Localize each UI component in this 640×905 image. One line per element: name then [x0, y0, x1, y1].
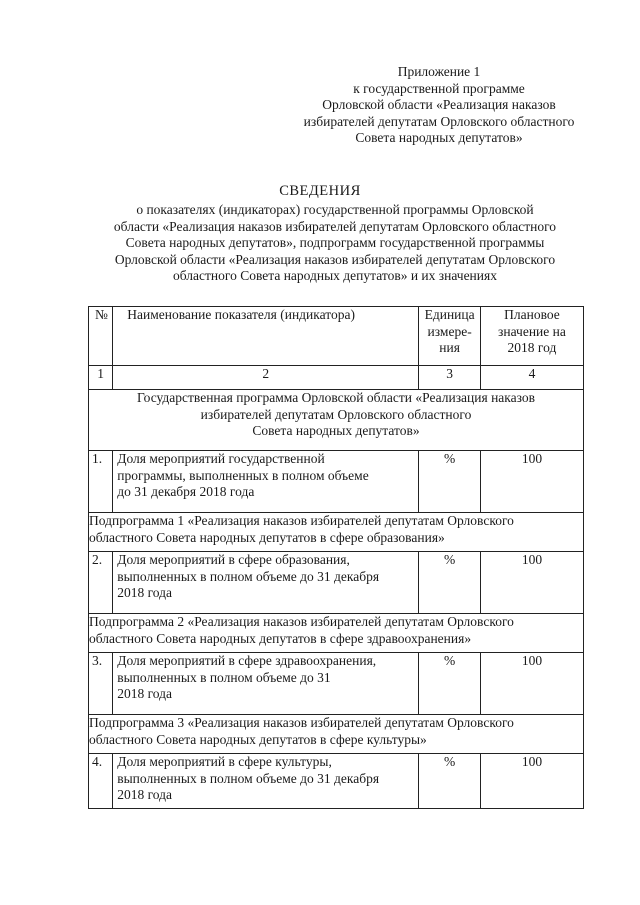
row-name-line: Доля мероприятий в сфере культуры,: [117, 754, 332, 769]
header-name: Наименование показателя (индикатора): [113, 307, 419, 366]
subprogram-title: [89, 715, 584, 754]
subtitle-line: Орловской области «Реализация наказов избирателей депутатам Орловского: [114, 251, 556, 267]
row-name: [113, 552, 419, 614]
row-name: [113, 754, 419, 809]
subprogram-title: [89, 513, 584, 552]
row-unit: %: [419, 451, 481, 513]
appendix-line: к государственной программе: [353, 80, 525, 96]
subprogram-row: [89, 715, 584, 754]
indicators-table: [88, 306, 584, 809]
table-header-row: [89, 307, 584, 366]
row-num: 4.: [89, 754, 113, 809]
header-plan-line: Плановое: [504, 307, 560, 322]
row-num: 3.: [89, 653, 113, 715]
row-unit: %: [419, 754, 481, 809]
subprogram-row: [89, 513, 584, 552]
subprogram-row: [89, 614, 584, 653]
row-name-line: выполненных в полном объеме до 31: [117, 669, 331, 685]
subprogram-line: Подпрограмма 1 «Реализация наказов избирателей депутатам Орловского: [89, 513, 514, 528]
row-plan: 100: [480, 552, 583, 614]
appendix-line: Орловской области «Реализация наказов: [322, 97, 556, 112]
appendix-header: [255, 64, 623, 147]
program-row: [89, 390, 584, 451]
row-plan: 100: [480, 653, 583, 715]
subtitle-line: области «Реализация наказов избирателей депутатам Орловского областного: [113, 218, 557, 234]
row-num: 1.: [89, 451, 113, 513]
row-name-line: выполненных в полном объеме до 31 декабря: [117, 770, 380, 786]
subprogram-line: областного Совета народных депутатов в сфере здравоохранения»: [89, 630, 472, 646]
row-plan: 100: [480, 754, 583, 809]
table-row: [89, 451, 584, 513]
header-plan-line: значение на: [498, 323, 566, 339]
subprogram-title: [89, 614, 584, 653]
program-title: [89, 390, 584, 451]
header-num: №: [89, 307, 113, 366]
column-number: 3: [419, 366, 481, 390]
document-title: СВЕДЕНИЯ: [279, 183, 361, 199]
program-line: Совета народных депутатов»: [252, 423, 420, 438]
program-line: избирателей депутатам Орловского областного: [200, 406, 472, 422]
table-row: [89, 754, 584, 809]
row-name-line: 2018 года: [117, 585, 173, 600]
program-line: Государственная программа Орловской области «Реализация наказов: [136, 390, 536, 405]
row-name-line: 2018 года: [117, 686, 173, 701]
row-name: [113, 451, 419, 513]
subtitle-line: о показателях (индикаторах) государственной программы Орловской: [136, 202, 534, 217]
row-name-line: Доля мероприятий государственной: [117, 451, 325, 466]
row-name: [113, 653, 419, 715]
header-plan-line: 2018 год: [507, 340, 557, 355]
subtitle-line: Совета народных депутатов», подпрограмм государственной программы: [125, 235, 545, 250]
row-unit: %: [419, 653, 481, 715]
row-name-line: программы, выполненных в полном объеме: [117, 467, 369, 483]
subprogram-line: Подпрограмма 3 «Реализация наказов избирателей депутатам Орловского: [89, 715, 514, 730]
header-unit: [419, 307, 481, 366]
subprogram-line: областного Совета народных депутатов в сфере культуры»: [89, 731, 427, 747]
table-row: [89, 653, 584, 715]
document-subtitle: [80, 202, 590, 285]
column-number: 1: [89, 366, 113, 390]
appendix-line: Приложение 1: [397, 64, 481, 79]
column-number: 2: [113, 366, 419, 390]
appendix-line: избирателей депутатам Орловского областного: [303, 113, 575, 129]
column-number-row: [89, 366, 584, 390]
header-unit-line: измере-: [427, 323, 472, 339]
row-plan: 100: [480, 451, 583, 513]
row-name-line: Доля мероприятий в сфере здравоохранения,: [117, 653, 377, 668]
row-name-line: выполненных в полном объеме до 31 декабря: [117, 568, 380, 584]
row-num: 2.: [89, 552, 113, 614]
appendix-line: Совета народных депутатов»: [355, 130, 523, 145]
header-unit-line: ния: [439, 340, 460, 355]
subprogram-line: областного Совета народных депутатов в сфере образования»: [89, 529, 445, 545]
header-plan: [480, 307, 583, 366]
subprogram-line: Подпрограмма 2 «Реализация наказов избирателей депутатам Орловского: [89, 614, 514, 629]
row-name-line: до 31 декабря 2018 года: [117, 484, 255, 499]
subtitle-line: областного Совета народных депутатов» и их значениях: [173, 268, 497, 283]
header-unit-line: Единица: [424, 307, 475, 322]
column-number: 4: [480, 366, 583, 390]
row-unit: %: [419, 552, 481, 614]
table-row: [89, 552, 584, 614]
row-name-line: 2018 года: [117, 787, 173, 802]
row-name-line: Доля мероприятий в сфере образования,: [117, 552, 350, 567]
